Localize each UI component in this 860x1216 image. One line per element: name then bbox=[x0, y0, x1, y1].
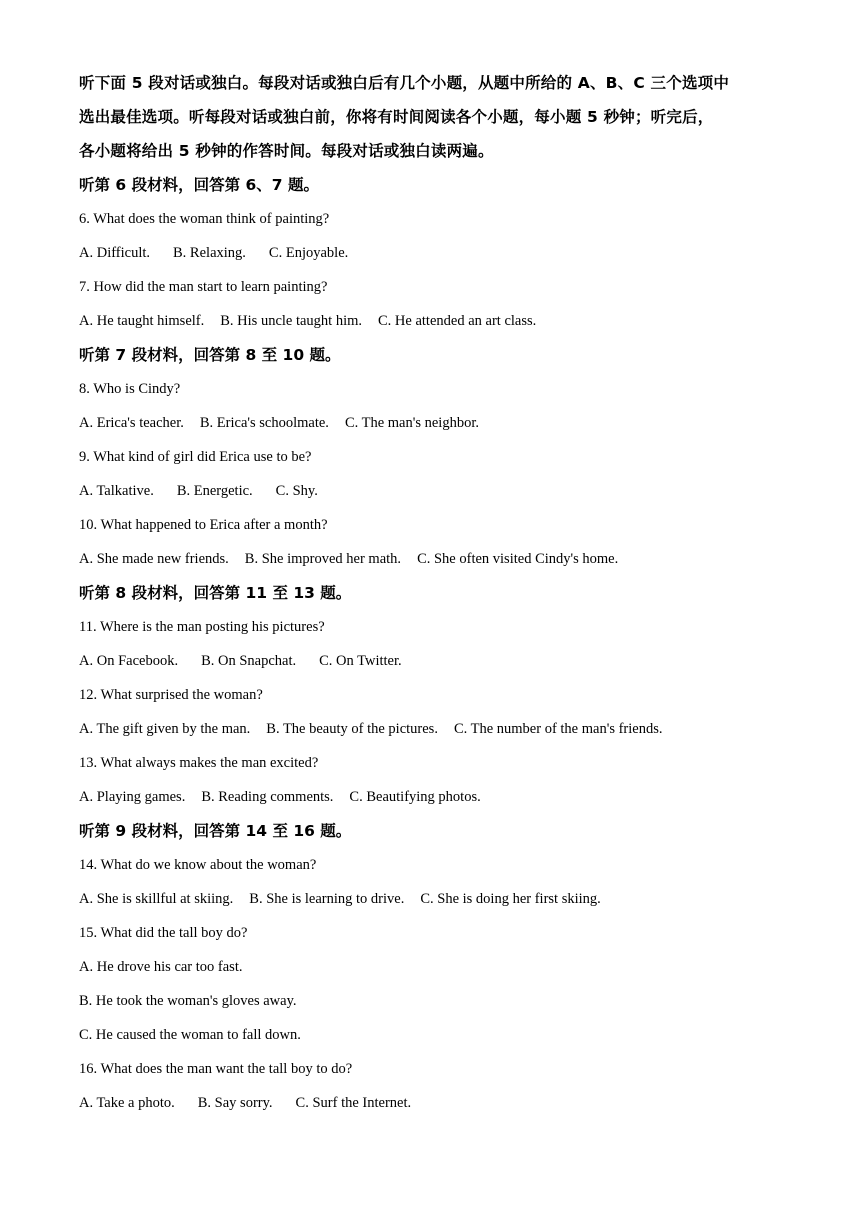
answer-option: A. Talkative. bbox=[79, 483, 154, 499]
instruction-line: 选出最佳选项。听每段对话或独白前，你将有时间阅读各个小题，每小题 5 秒钟；听完后， bbox=[79, 108, 714, 126]
answer-option: A. He drove his car too fast. bbox=[79, 959, 243, 975]
answer-option: C. Shy. bbox=[275, 483, 318, 499]
answer-option: A. Erica's teacher. bbox=[79, 415, 184, 431]
answer-option: A. Take a photo. bbox=[79, 1095, 175, 1111]
answer-option: A. Difficult. bbox=[79, 245, 151, 261]
question-text: 6. What does the woman think of painting? bbox=[79, 211, 330, 227]
answer-options bbox=[79, 780, 799, 814]
answer-options bbox=[79, 712, 799, 746]
answer-option: A. Playing games. bbox=[79, 789, 186, 805]
answer-option: B. She is learning to drive. bbox=[249, 891, 405, 907]
answer-option: A. She made new friends. bbox=[79, 551, 229, 567]
question-text: 13. What always makes the man excited? bbox=[79, 755, 319, 771]
question-text: 9. What kind of girl did Erica use to be? bbox=[79, 449, 312, 465]
answer-option: A. The gift given by the man. bbox=[79, 721, 251, 737]
question-text: 14. What do we know about the woman? bbox=[79, 857, 317, 873]
answer-option: B. Energetic. bbox=[176, 483, 253, 499]
answer-option: C. The number of the man's friends. bbox=[453, 721, 663, 737]
question-text: 8. Who is Cindy? bbox=[79, 381, 181, 397]
answer-options bbox=[79, 950, 799, 984]
answer-option: C. Beautifying photos. bbox=[349, 789, 481, 805]
answer-option: B. She improved her math. bbox=[244, 551, 402, 567]
question-text: 12. What surprised the woman? bbox=[79, 687, 263, 703]
answer-options bbox=[79, 304, 799, 338]
answer-option: B. Relaxing. bbox=[173, 245, 246, 261]
question-text: 10. What happened to Erica after a month? bbox=[79, 517, 328, 533]
answer-option: A. She is skillful at skiing. bbox=[79, 891, 234, 907]
answer-options bbox=[79, 542, 799, 576]
answer-option: C. Enjoyable. bbox=[268, 245, 349, 261]
answer-option: A. On Facebook. bbox=[79, 653, 179, 669]
question-list bbox=[79, 168, 799, 1120]
answer-option: C. He caused the woman to fall down. bbox=[79, 1027, 301, 1043]
answer-option: C. He attended an art class. bbox=[378, 313, 537, 329]
answer-option: A. He taught himself. bbox=[79, 313, 205, 329]
answer-options bbox=[79, 1086, 799, 1120]
answer-option: B. His uncle taught him. bbox=[220, 313, 363, 329]
answer-option: C. Surf the Internet. bbox=[295, 1095, 412, 1111]
answer-option: C. She is doing her first skiing. bbox=[420, 891, 601, 907]
answer-option: B. Say sorry. bbox=[197, 1095, 273, 1111]
instruction-line: 听下面 5 段对话或独白。每段对话或独白后有几个小题，从题中所给的 A、B、C 三个选项中 bbox=[79, 74, 730, 92]
answer-options bbox=[79, 1018, 799, 1052]
answer-options bbox=[79, 984, 799, 1018]
answer-options bbox=[79, 644, 799, 678]
answer-option: B. On Snapchat. bbox=[201, 653, 297, 669]
question-text: 16. What does the man want the tall boy to do? bbox=[79, 1061, 353, 1077]
answer-option: B. He took the woman's gloves away. bbox=[79, 993, 297, 1009]
answer-options bbox=[79, 406, 799, 440]
section-heading: 听第 8 段材料，回答第 11 至 13 题。 bbox=[79, 584, 352, 602]
answer-options bbox=[79, 474, 799, 508]
answer-option: C. On Twitter. bbox=[319, 653, 402, 669]
question-text: 11. Where is the man posting his pictures? bbox=[79, 619, 325, 635]
question-text: 15. What did the tall boy do? bbox=[79, 925, 248, 941]
instruction-line: 各小题将给出 5 秒钟的作答时间。每段对话或独白读两遍。 bbox=[79, 142, 494, 160]
exam-page bbox=[79, 66, 799, 1120]
answer-options bbox=[79, 236, 799, 270]
instructions bbox=[79, 66, 799, 168]
question-text: 7. How did the man start to learn painting? bbox=[79, 279, 328, 295]
section-heading: 听第 6 段材料，回答第 6、7 题。 bbox=[79, 176, 319, 194]
section-heading: 听第 7 段材料，回答第 8 至 10 题。 bbox=[79, 346, 341, 364]
section-heading: 听第 9 段材料，回答第 14 至 16 题。 bbox=[79, 822, 352, 840]
answer-option: B. Reading comments. bbox=[201, 789, 334, 805]
answer-option: B. Erica's schoolmate. bbox=[199, 415, 329, 431]
answer-option: C. The man's neighbor. bbox=[344, 415, 479, 431]
answer-option: B. The beauty of the pictures. bbox=[266, 721, 438, 737]
answer-options bbox=[79, 882, 799, 916]
answer-option: C. She often visited Cindy's home. bbox=[417, 551, 619, 567]
